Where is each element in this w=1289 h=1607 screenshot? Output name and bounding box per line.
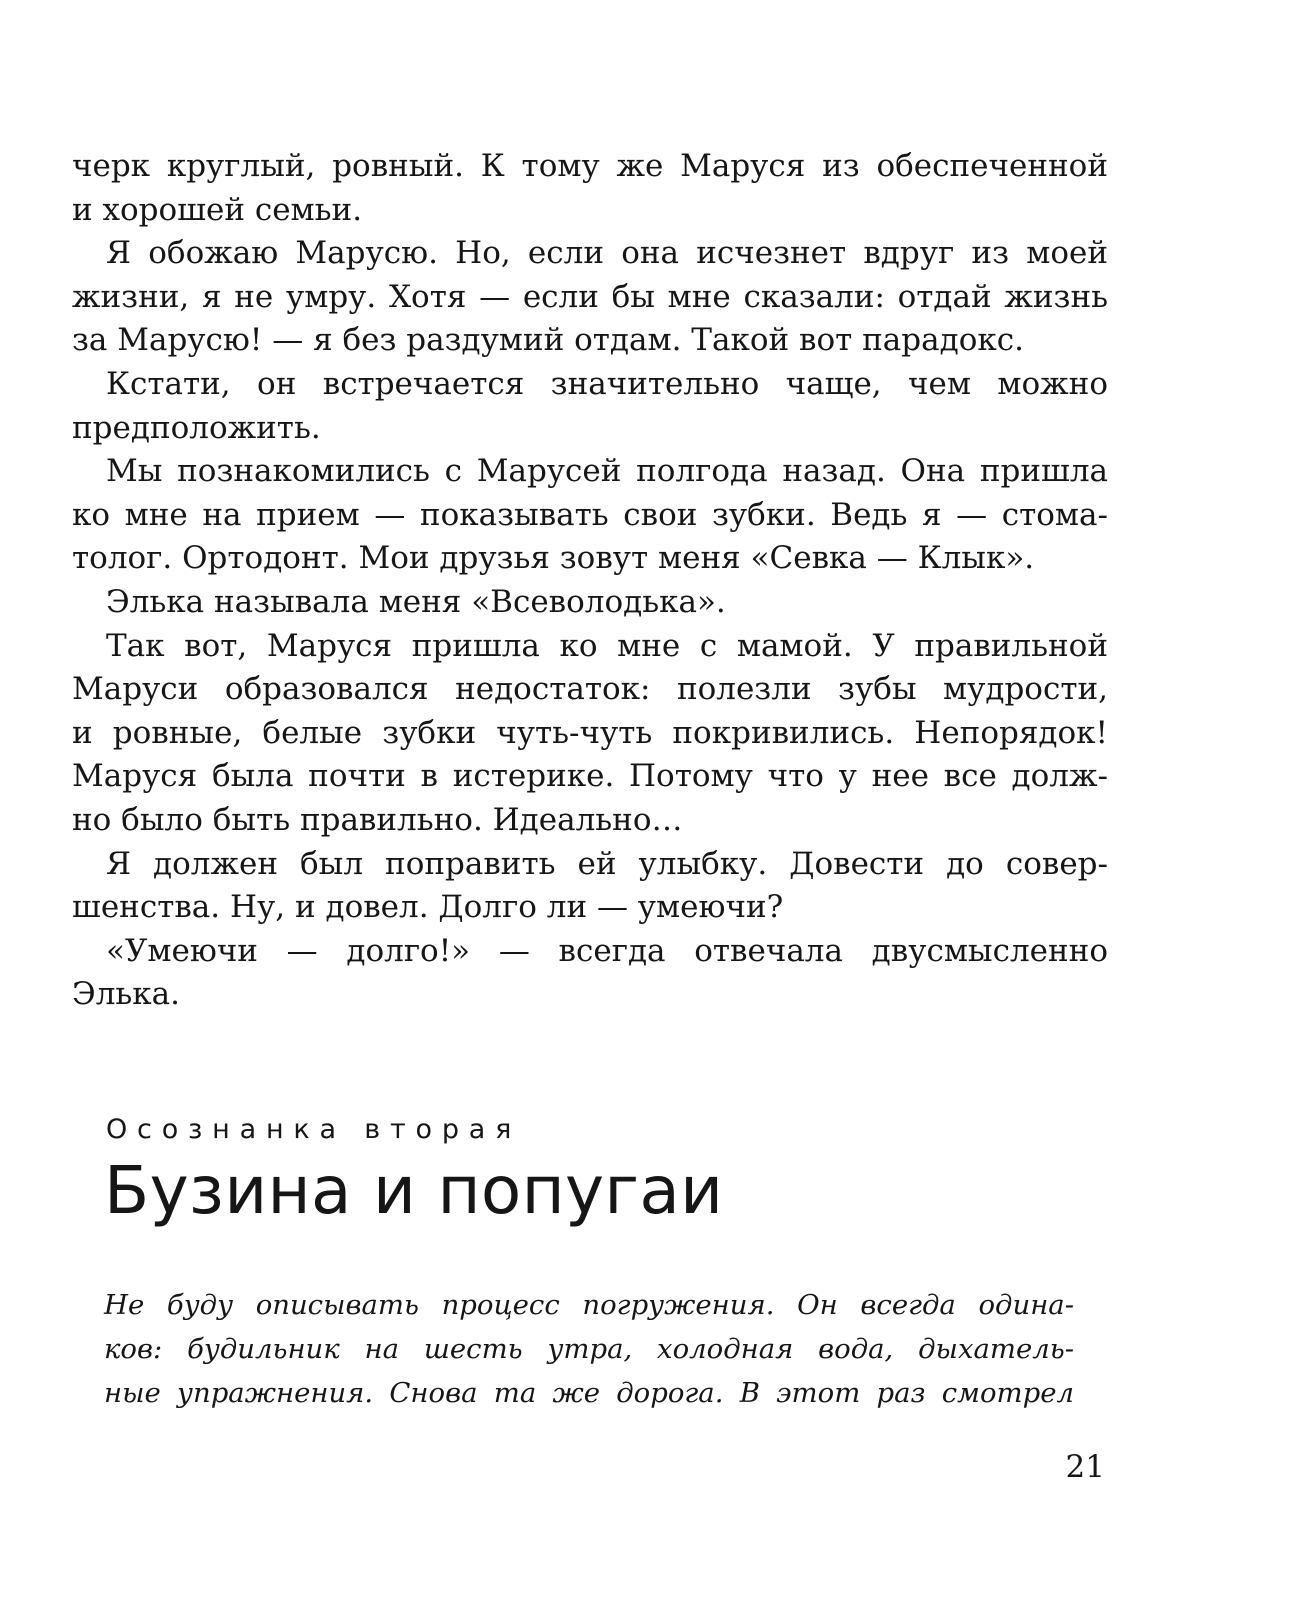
text-line: шенства. Ну, и довел. Долго ли — умеючи? bbox=[72, 889, 784, 926]
intro-line: ные упражнения. Снова та же дорога. В этот раз смотрел bbox=[104, 1377, 1074, 1409]
page-number: 21 bbox=[1065, 1449, 1105, 1485]
text-line: Так вот, Маруся пришла ко мне с мамой. У правильной bbox=[106, 627, 1108, 664]
text-line: Я обожаю Марусю. Но, если она исчезнет вдруг из моей bbox=[106, 235, 1108, 272]
text-line: толог. Ортодонт. Мои друзья зовут меня «Севка — Клык». bbox=[72, 540, 1035, 577]
text-line: но было быть правильно. Идеально… bbox=[72, 801, 683, 838]
text-line: Мы познакомились с Марусей полгода назад. Она пришла bbox=[106, 453, 1108, 490]
text-line: Элька называла меня «Всеволодька». bbox=[106, 583, 726, 620]
text-line: Маруси образовался недостаток: полезли зубы мудрости, bbox=[72, 671, 1108, 708]
text-line: Кстати, он встречается значительно чаще, чем можно bbox=[106, 365, 1108, 402]
chapter-label: Осознанка вторая bbox=[106, 1114, 522, 1145]
text-line: черк круглый, ровный. К тому же Маруся из обеспеченной bbox=[72, 148, 1108, 184]
text-line: за Марусю! — я без раздумий отдам. Такой вот парадокс. bbox=[72, 322, 1024, 359]
text-line: жизни, я не умру. Хотя — если бы мне сказали: отдай жизнь bbox=[72, 278, 1108, 315]
text-line: ко мне на прием — показывать свои зубки. Ведь я — стома- bbox=[72, 496, 1108, 533]
chapter-intro-text bbox=[104, 1283, 1074, 1415]
text-line: и ровные, белые зубки чуть-чуть покривились. Непорядок! bbox=[72, 714, 1108, 751]
text-line: Элька. bbox=[72, 976, 181, 1013]
text-line: предположить. bbox=[72, 409, 321, 446]
body-text bbox=[72, 145, 1108, 1017]
text-line: Я должен был поправить ей улыбку. Довести до совер- bbox=[106, 845, 1108, 882]
text-line: «Умеючи — долго!» — всегда отвечала двусмысленно bbox=[106, 932, 1108, 969]
text-line: Маруся была почти в истерике. Потому что у нее все долж- bbox=[72, 758, 1108, 795]
chapter-title: Бузина и попугаи bbox=[104, 1152, 724, 1229]
text-line: и хорошей семьи. bbox=[72, 191, 363, 228]
intro-line: ков: будильник на шесть утра, холодная вода, дыхатель- bbox=[104, 1333, 1074, 1365]
intro-line: Не буду описывать процесс погружения. Он всегда одина- bbox=[104, 1289, 1074, 1321]
